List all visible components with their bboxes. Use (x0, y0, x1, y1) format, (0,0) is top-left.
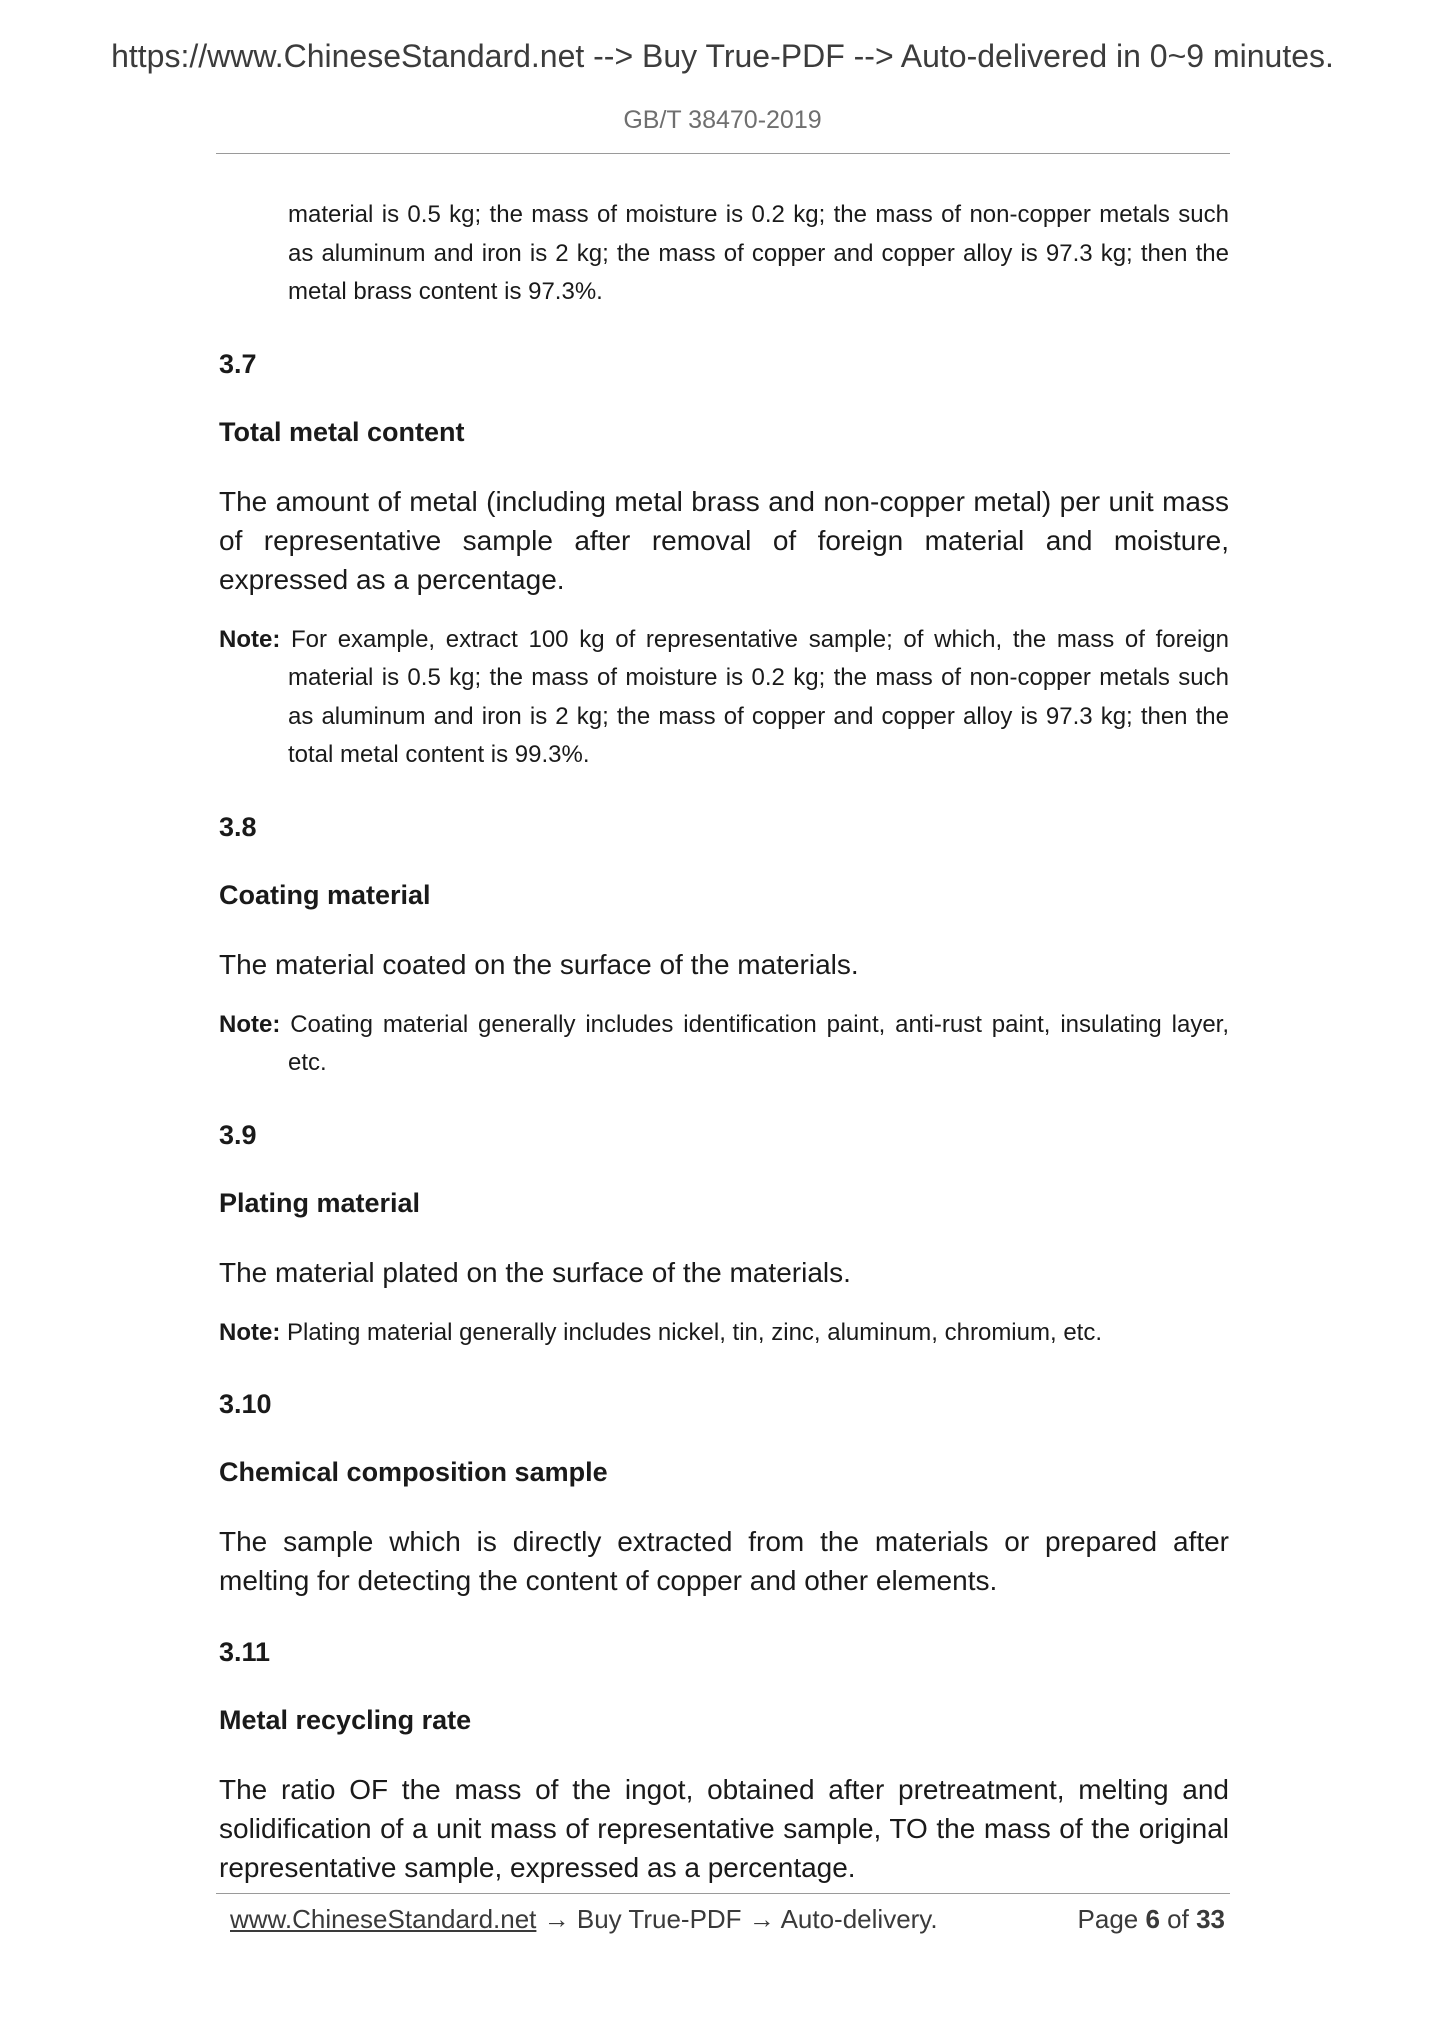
term-title: Total metal content (219, 416, 465, 447)
page-total: 33 (1196, 1904, 1225, 1934)
page-of-label: of (1159, 1904, 1197, 1934)
note-text: Plating material generally includes nickel, tin, zinc, aluminum, chromium, etc. (280, 1318, 1102, 1346)
note-label: Note: (219, 1318, 281, 1346)
page-indicator (1078, 1902, 1225, 1936)
term-title: Chemical composition sample (219, 1457, 608, 1487)
note-text: Coating material generally includes identification paint, anti-rust paint, insulating layer, etc. (280, 1010, 1229, 1076)
note-text: For example, extract 100 kg of representative sample; of which, the mass of foreign material is 0.5 kg; the mass of moisture is 0.2 kg; the mass of non-copper metals such as aluminum and iron is 2 kg; the mass of copper and copper alloy is 97.3 kg; then the total metal content is 99.3%. (280, 625, 1229, 768)
page-content (219, 196, 1229, 1887)
term-definition: The material coated on the surface of the materials. (219, 948, 859, 980)
section-number: 3.7 (219, 348, 257, 379)
section-number: 3.9 (219, 1119, 257, 1150)
document-code: GB/T 38470-2019 (623, 106, 822, 134)
term-title: Coating material (219, 879, 431, 910)
note-continuation: material is 0.5 kg; the mass of moisture is 0.2 kg; the mass of non-copper metals such as aluminum and iron is 2 kg; the mass of copper and copper alloy is 97.3 kg; then the metal brass content is 97.3%. (288, 201, 1229, 305)
note-label: Note: (219, 625, 281, 653)
term-note (219, 621, 1229, 775)
term-title: Plating material (219, 1187, 421, 1218)
term-title: Metal recycling rate (219, 1705, 472, 1735)
term-definition: The material plated on the surface of the materials. (219, 1256, 851, 1288)
term-note (219, 1006, 1229, 1083)
term-definition: The sample which is directly extracted from the materials or prepared after melting for detecting the content of copper and other elements. (219, 1526, 1229, 1596)
page-number: 6 (1145, 1904, 1160, 1934)
section-number: 3.11 (219, 1637, 271, 1667)
term-definition: The amount of metal (including metal brass and non-copper metal) per unit mass of representative sample after removal of foreign material and moisture, expressed as a percentage. (219, 485, 1229, 595)
term-note (219, 1314, 1229, 1353)
footer-website-link[interactable]: www.ChineseStandard.net (230, 1904, 537, 1934)
page-label: Page (1077, 1904, 1146, 1934)
section-number: 3.8 (219, 811, 257, 842)
footer-tagline: → Buy True-PDF → Auto-delivery. (536, 1904, 938, 1934)
note-label: Note: (219, 1010, 281, 1038)
header-divider (216, 153, 1230, 154)
footer-divider (216, 1893, 1230, 1894)
section-number: 3.10 (219, 1389, 272, 1419)
page-footer (230, 1902, 1225, 1936)
term-definition: The ratio OF the mass of the ingot, obtained after pretreatment, melting and solidification of a unit mass of representative sample, TO the mass of the original representative sample, expressed as a percentage. (219, 1774, 1229, 1883)
top-banner: https://www.ChineseStandard.net --> Buy True-PDF --> Auto-delivered in 0~9 minutes. (111, 38, 1334, 74)
